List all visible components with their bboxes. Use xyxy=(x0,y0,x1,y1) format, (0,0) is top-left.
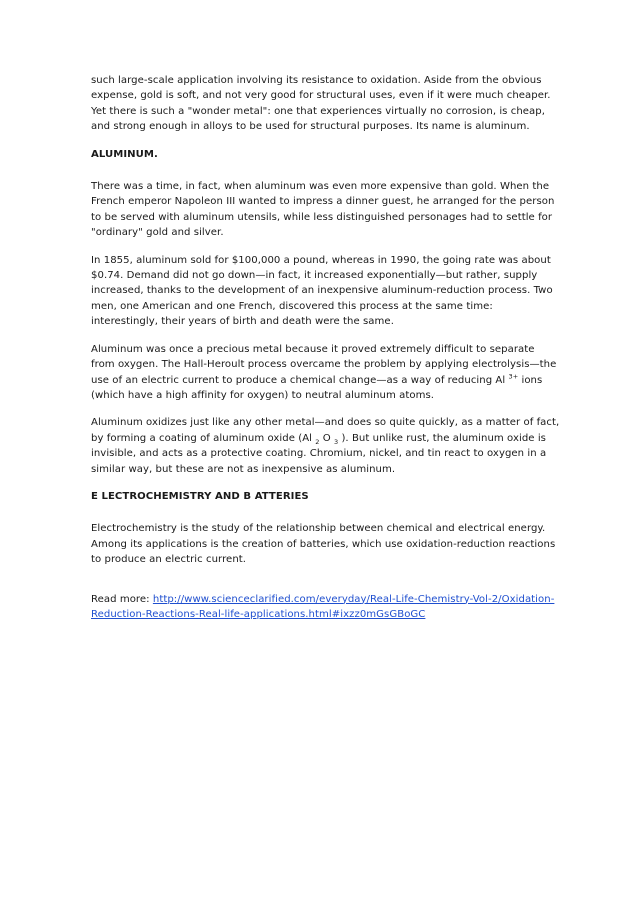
heading-aluminum: ALUMINUM. xyxy=(91,148,158,160)
aluminum-paragraph-2: In 1855, aluminum sold for $100,000 a pound, whereas in 1990, the going rate was about $0.74. Demand did not go down—in fact, it increased exponentially—but rather, supply increased, thanks to the development of an inexpensive aluminum-reduction process. Two men, one American and one French, discovered this process at the same time: interestingly, their years of birth and death were the same. xyxy=(91,254,553,328)
aluminum-paragraph-4 xyxy=(91,415,561,477)
aluminum-paragraph-3-text-b: ions (which have a high affinity for oxygen) to neutral aluminum atoms. xyxy=(91,374,543,401)
heading-electrochemistry: E LECTROCHEMISTRY AND B ATTERIES xyxy=(91,490,309,502)
aluminum-paragraph-4-text-b: ). But unlike rust, the aluminum oxide is invisible, and acts as a protective coating. Chromium, nickel, and tin react to oxygen in a similar way, but these are not as inexpensive as aluminum. xyxy=(91,432,547,475)
document-page xyxy=(91,73,561,634)
source-link[interactable]: http://www.scienceclarified.com/everyday/Real-Life-Chemistry-Vol-2/Oxidation-Reduction-Reactions-Real-life-applications.html#ixzz0mGsGBoGC xyxy=(91,593,555,620)
aluminum-paragraph-3-text-a: Aluminum was once a precious metal because it proved extremely difficult to separate from oxygen. The Hall-Heroult process overcame the problem by applying electrolysis—the use of an electric current to produce a chemical change—as a way of reducing Al xyxy=(91,343,557,386)
read-more-label: Read more: xyxy=(91,593,153,605)
formula-subscript-2: 2 xyxy=(315,437,320,446)
intro-paragraph: such large-scale application involving its resistance to oxidation. Aside from the obvious expense, gold is soft, and not very good for structural uses, even if it were much cheaper. Yet there is such a "wonder metal": one that experiences virtually no corrosion, is cheap, and strong enough in alloys to be used for structural purposes. Its name is aluminum. xyxy=(91,75,551,133)
formula-subscript-3: 3 xyxy=(334,437,339,446)
aluminum-paragraph-3 xyxy=(91,342,561,404)
aluminum-paragraph-1: There was a time, in fact, when aluminum was even more expensive than gold. When the French emperor Napoleon III wanted to impress a dinner guest, he arranged for the person to be served with aluminum utensils, while less distinguished personages had to settle for "ordinary" gold and silver. xyxy=(91,181,555,239)
read-more-line xyxy=(91,592,561,623)
formula-oxygen: O xyxy=(319,432,334,444)
electrochemistry-paragraph-1: Electrochemistry is the study of the relationship between chemical and electrical energy. Among its applications is the creation of batteries, which use oxidation-reduction reactions to produce an electric current. xyxy=(91,523,556,566)
aluminum-paragraph-4-text-a: Aluminum oxidizes just like any other metal—and does so quite quickly, as a matter of fact, by forming a coating of aluminum oxide (Al xyxy=(91,417,560,444)
ion-charge-superscript: 3+ xyxy=(508,372,519,381)
